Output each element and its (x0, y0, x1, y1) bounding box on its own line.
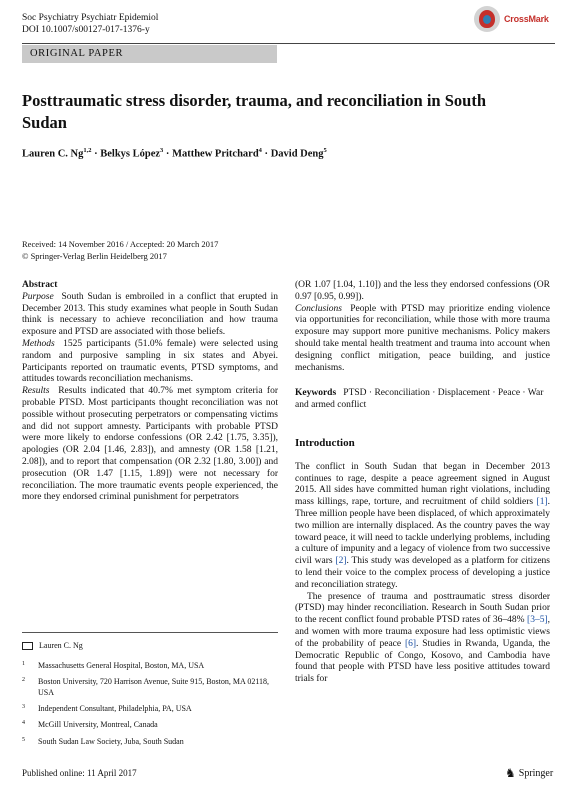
affiliation-text: McGill University, Montreal, Canada (38, 720, 158, 729)
author-separator: · (91, 148, 101, 160)
author-affiliation-sup: 4 (258, 147, 262, 154)
author-name[interactable]: Lauren C. Ng (22, 148, 84, 160)
affiliation-item (22, 704, 278, 716)
springer-horse-icon: ♞ (505, 766, 516, 780)
keywords (295, 388, 550, 412)
author-name[interactable]: David Deng (270, 148, 324, 160)
intro-text: . Three million people have been displaced, of which approximately two million are internally displaced. As the country paves the way toward peace, it will need to tackle underlying problems, including a culture of impunity and a legacy of violence from two successive civil wars (295, 497, 550, 567)
published-online-date: Published online: 11 April 2017 (22, 768, 137, 778)
keywords-text: PTSD · Reconciliation · Displacement · Peace · War and armed conflict (295, 388, 544, 411)
author-separator: · (261, 148, 271, 160)
methods-label: Methods (22, 338, 55, 349)
doi[interactable]: DOI 10.1007/s00127-017-1376-y (22, 25, 150, 35)
affiliation-text: Massachusetts General Hospital, Boston, MA, USA (38, 661, 205, 670)
affiliation-item (22, 737, 278, 749)
intro-text: . This study was developed as a platform for citizens to lend their voice to the complex process of developing a justice and reconciliation strategy. (295, 556, 550, 590)
corresponding-author (22, 641, 278, 653)
affiliation-number: 2 (22, 677, 25, 683)
abstract-results-continued: (OR 1.07 [1.04, 1.10]) and the less they endorsed confessions (OR 0.97 [0.95, 0.99]). (295, 280, 550, 302)
affiliation-number: 4 (22, 720, 25, 726)
footnote-rule (22, 632, 278, 633)
right-column (295, 280, 550, 686)
author-list (22, 147, 327, 160)
affiliation-item (22, 677, 278, 699)
purpose-text: South Sudan is embroiled in a conflict that erupted in December 2013. This study examines what people in South Sudan think is necessary to achieve reconciliation and how trauma exposure and PTSD are associated with those beliefs. (22, 291, 278, 338)
intro-text: , and women with more trauma exposure had less optimistic views of the probability of peace (295, 615, 550, 649)
abstract-purpose (22, 292, 278, 339)
affiliation-text: Independent Consultant, Philadelphia, PA, USA (38, 704, 192, 713)
envelope-icon[interactable] (22, 642, 33, 650)
affiliation-item (22, 661, 278, 673)
intro-text: The conflict in South Sudan that began in December 2013 continues to rage, despite a peace agreement signed in August 2015. All sides have committed human right violations, including mass killings, rape, torture, and recruitment of child soldiers (295, 461, 550, 508)
crossmark-badge[interactable] (474, 6, 549, 32)
intro-paragraph-2 (295, 592, 550, 686)
affiliation-number: 5 (22, 737, 25, 743)
abstract-conclusions (295, 304, 550, 375)
introduction-heading: Introduction (295, 436, 355, 449)
author-affiliation-sup: 1,2 (83, 147, 92, 154)
abstract-heading: Abstract (22, 280, 58, 290)
abstract-column (22, 280, 278, 504)
purpose-label: Purpose (22, 291, 54, 302)
citation-link[interactable]: [2] (335, 556, 347, 567)
crossmark-label: CrossMark (504, 14, 549, 24)
author-name[interactable]: Belkys López (100, 148, 161, 160)
article-title: Posttraumatic stress disorder, trauma, and reconciliation in South Sudan (22, 91, 486, 132)
intro-paragraph-1 (295, 462, 550, 592)
received-accepted-dates: Received: 14 November 2016 / Accepted: 20 March 2017 (22, 239, 219, 249)
citation-link[interactable]: [1] (536, 497, 548, 508)
citation-link[interactable]: [6] (404, 638, 417, 649)
publisher-name: Springer (518, 768, 554, 779)
article-dates (22, 239, 218, 262)
abstract-methods (22, 339, 278, 386)
corresponding-author-name[interactable]: Lauren C. Ng (39, 641, 83, 650)
affiliation-text: South Sudan Law Society, Juba, South Sudan (38, 737, 184, 746)
conclusions-text: People with PTSD may prioritize ending violence via opportunities for reconciliation, while those with more trauma exposure may support more punitive mechanisms. Policy makers should take mental health treatment and trauma into account when designing conflict mitigation, peace building, and justice mechanisms. (295, 303, 551, 373)
citation-link[interactable]: [3–5] (527, 615, 548, 626)
copyright-notice: © Springer-Verlag Berlin Heidelberg 2017 (22, 250, 167, 261)
journal-name: Soc Psychiatry Psychiatr Epidemiol (22, 13, 159, 23)
intro-text: . Studies in Rwanda, Uganda, the Democratic Republic of Congo, Kosovo, and Cambodia have found that people with PTSD have less positive attitudes toward trials for (295, 638, 550, 685)
header-rule (22, 43, 555, 44)
crossmark-icon (474, 6, 500, 32)
publisher-logo (505, 766, 553, 781)
affiliation-number: 1 (22, 661, 25, 667)
conclusions-label: Conclusions (295, 303, 342, 314)
affiliation-item (22, 720, 278, 732)
intro-text: The presence of trauma and posttraumatic stress disorder (PTSD) may hinder reconciliation. Research in South Sudan prior to the recent conflict found probable PTSD rates of 36–48% (295, 591, 550, 626)
results-text: Results indicated that 40.7% met symptom criteria for probable PTSD. Most participants thought reconciliation was not possible without prosecuting perpetrators or compensating victims and did not support amnesty. Participants with probable PTSD were more likely to endorse confessions (OR 2.42 [1.75, 3.35]), apologies (OR 2.04 [1.46, 2.83]), and amnesty (OR 1.58 [1.21, 2.08]), and to report that compensation (OR 2.32 [1.80, 3.00]) and prosecution (OR 1.47 [1.15, 1.89]) were not necessary for reconciliation. The more traumatic events people experienced, the more they endorsed criminal punishment for perpetrators (22, 386, 278, 503)
author-separator: · (163, 148, 173, 160)
author-name[interactable]: Matthew Pritchard (172, 148, 259, 160)
affiliation-number: 3 (22, 704, 25, 710)
keywords-label: Keywords (295, 388, 337, 399)
author-affiliation-sup: 5 (323, 147, 327, 154)
article-type-banner: ORIGINAL PAPER (22, 45, 277, 63)
abstract-results (22, 386, 278, 504)
author-affiliation-sup: 3 (160, 147, 164, 154)
journal-header (22, 12, 158, 36)
affiliation-text: Boston University, 720 Harrison Avenue, Suite 915, Boston, MA 02118, USA (38, 677, 270, 697)
results-label: Results (22, 386, 50, 397)
methods-text: 1525 participants (51.0% female) were selected using random and purposive sampling in six states and Abyei. Participants reported on traumatic events, PTSD symptoms, and attitudes towards reconciliation mechanisms. (22, 338, 278, 385)
